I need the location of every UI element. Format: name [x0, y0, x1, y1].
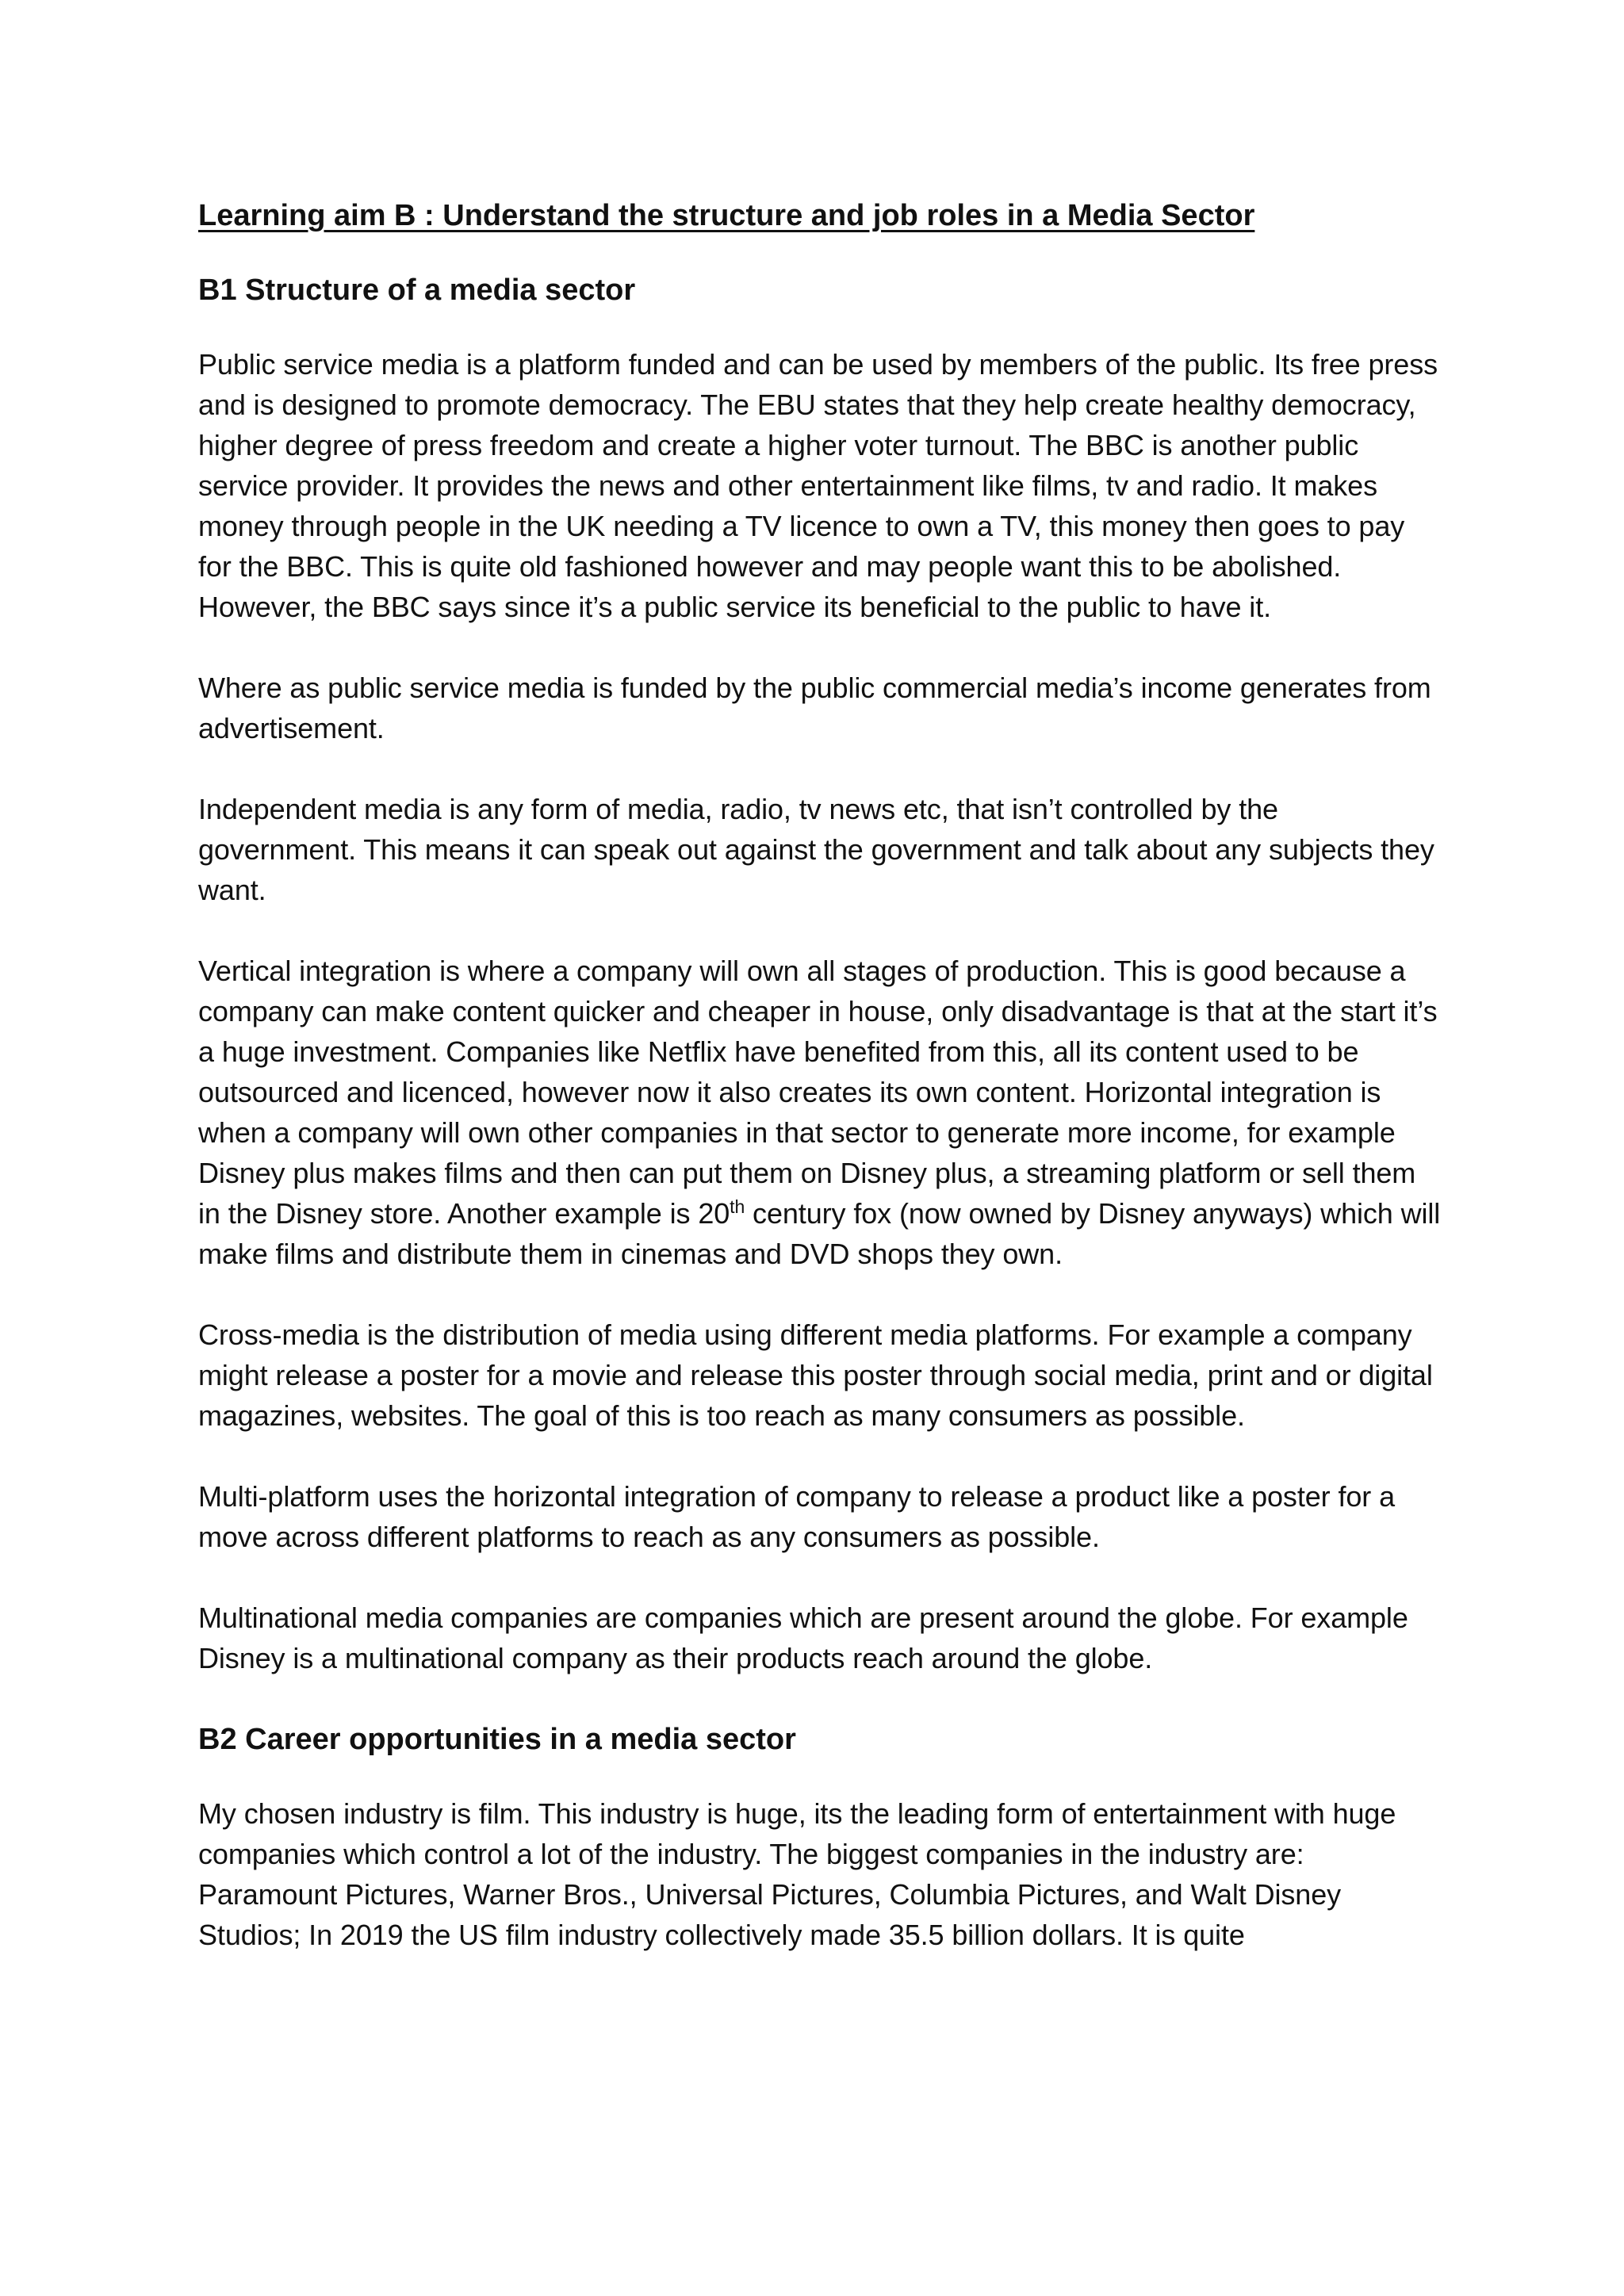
- ordinal-superscript: th: [730, 1196, 745, 1217]
- document-body: [198, 195, 1442, 1996]
- integration-text: Vertical integration is where a company will own all stages of production. This is good because a company can make content quicker and cheaper in house, only disadvantage is that at the start it’s a huge investment. Companies like Netflix have benefited from this, all its content used to be outsourced and licenced, however now it also creates its own content. Horizontal integration is when a company will own other companies in that sector to generate more income, for example Disney plus makes films and then can put them on Disney plus, a streaming platform or sell them in the Disney store. Another example is 20: [198, 955, 1438, 1230]
- paragraph-multi-platform: Multi-platform uses the horizontal integration of company to release a product like a poster for a move across different platforms to reach as any consumers as possible.: [198, 1480, 1395, 1553]
- paragraph-public-service-media: Public service media is a platform funded and can be used by members of the public. Its free press and is designed to promote democracy. The EBU states that they help create healthy democracy, higher degree of press freedom and create a higher voter turnout. The BBC is another public service provider. It provides the news and other entertainment like films, tv and radio. It makes money through people in the UK needing a TV licence to own a TV, this money then goes to pay for the BBC. This is quite old fashioned however and may people want this to be abolished. However, the BBC says since it’s a public service its beneficial to the public to have it.: [198, 348, 1438, 623]
- paragraph-integration: [198, 951, 1442, 1274]
- paragraph-independent-media: Independent media is any form of media, radio, tv news etc, that isn’t controlled by the government. This means it can speak out against the government and talk about any subjects they want.: [198, 793, 1434, 906]
- paragraph-commercial-media: Where as public service media is funded by the public commercial media’s income generates from advertisement.: [198, 672, 1431, 744]
- paragraph-multinational: Multinational media companies are companies which are present around the globe. For example Disney is a multinational company as their products reach around the globe.: [198, 1601, 1408, 1674]
- section-heading-b1: B1 Structure of a media sector: [198, 274, 636, 307]
- document-title: Learning aim B : Understand the structure and job roles in a Media Sector: [198, 199, 1255, 232]
- integration-text-tail: century fox (now owned by Disney anyways) which will make films and distribute them in cinemas and DVD shops they own.: [198, 1197, 1441, 1270]
- section-heading-b2: B2 Career opportunities in a media sector: [198, 1723, 796, 1756]
- paragraph-cross-media: Cross-media is the distribution of media using different media platforms. For example a company might release a poster for a movie and release this poster through social media, print and or digital magazines, websites. The goal of this is too reach as many consumers as possible.: [198, 1318, 1433, 1432]
- paragraph-film-industry: My chosen industry is film. This industry is huge, its the leading form of entertainment with huge companies which control a lot of the industry. The biggest companies in the industry are: Paramount Pictures, Warner Bros., Universal Pictures, Columbia Pictures, and Walt Disney Studios; In 2019 the US film industry collectively made 35.5 billion dollars. It is quite: [198, 1797, 1396, 1951]
